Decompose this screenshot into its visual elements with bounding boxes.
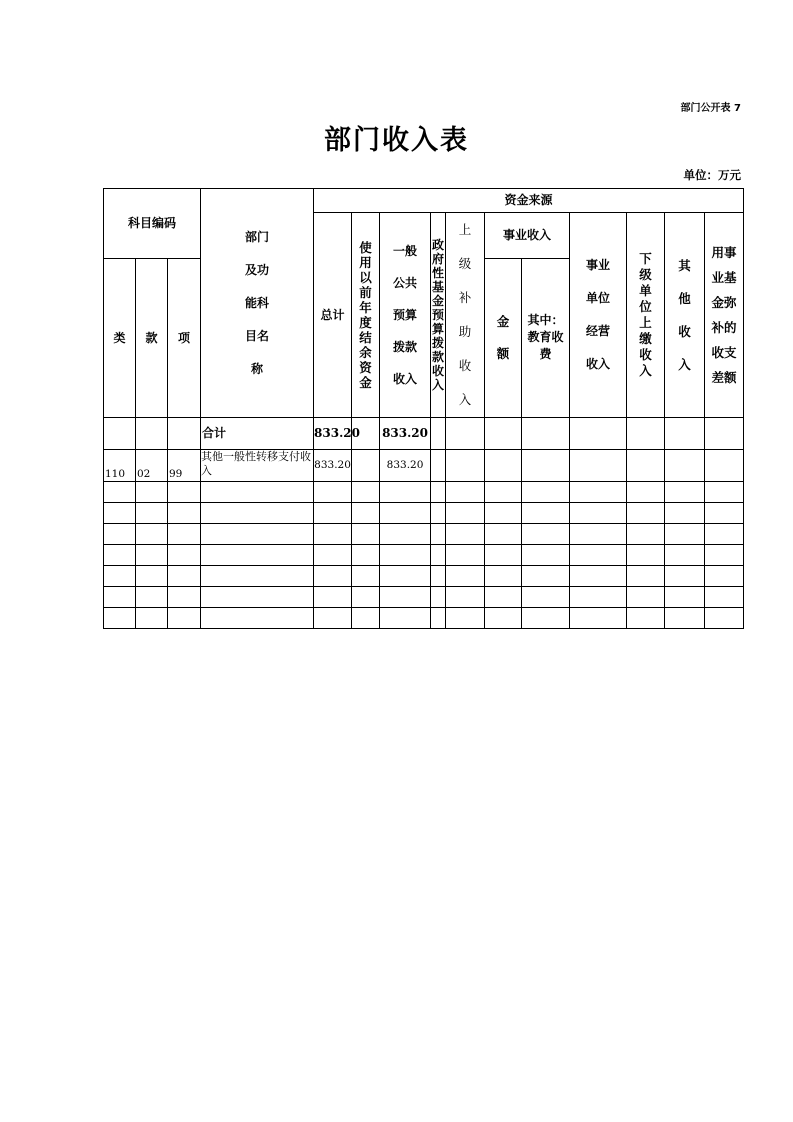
cell — [665, 566, 705, 587]
blank-row — [104, 608, 744, 629]
cell — [570, 587, 627, 608]
cell — [352, 608, 380, 629]
cell — [705, 503, 744, 524]
cell — [168, 545, 201, 566]
cell — [665, 545, 705, 566]
cell — [104, 482, 136, 503]
kuan-header: 款 — [136, 258, 168, 417]
cell — [627, 545, 665, 566]
cell — [665, 450, 705, 482]
cell — [136, 587, 168, 608]
cell — [136, 566, 168, 587]
cell — [570, 450, 627, 482]
cell — [314, 566, 352, 587]
cell — [705, 450, 744, 482]
cell — [380, 566, 431, 587]
cell — [522, 524, 570, 545]
cell — [485, 482, 522, 503]
dept-name-header — [201, 189, 314, 418]
cell — [627, 503, 665, 524]
cell — [627, 524, 665, 545]
blank-row — [104, 545, 744, 566]
cell — [570, 608, 627, 629]
cell — [570, 524, 627, 545]
cell — [104, 566, 136, 587]
cell — [446, 587, 485, 608]
cell — [431, 587, 446, 608]
cell — [380, 545, 431, 566]
cell — [104, 503, 136, 524]
xiang-header: 项 — [168, 258, 201, 417]
cell — [570, 566, 627, 587]
funding-source-header: 资金来源 — [314, 189, 744, 213]
total-row-general-budget: 833.20 — [380, 418, 431, 450]
blank-row — [104, 503, 744, 524]
reserve-fund-header — [705, 213, 744, 418]
reserve-fund-text: 用事业基金弥补的收支差额 — [711, 245, 737, 385]
cell — [705, 482, 744, 503]
blank-row — [104, 524, 744, 545]
cell — [380, 587, 431, 608]
cell — [522, 482, 570, 503]
cell — [485, 566, 522, 587]
cell — [485, 418, 522, 450]
cell — [380, 608, 431, 629]
cell — [201, 524, 314, 545]
cell — [168, 524, 201, 545]
cell — [665, 587, 705, 608]
cell — [136, 503, 168, 524]
cell — [665, 418, 705, 450]
cell — [201, 503, 314, 524]
lei-header: 类 — [104, 258, 136, 417]
cell — [431, 450, 446, 482]
row-name: 其他一般性转移支付收入 — [201, 450, 314, 482]
cell — [431, 482, 446, 503]
cell — [352, 587, 380, 608]
cell — [522, 566, 570, 587]
cell — [352, 524, 380, 545]
cell — [314, 503, 352, 524]
business-operating-text: 事业单位经营收入 — [586, 258, 611, 371]
cell — [485, 545, 522, 566]
superior-subsidy-header — [446, 213, 485, 418]
cell — [627, 482, 665, 503]
cell — [136, 545, 168, 566]
cell — [705, 608, 744, 629]
cell — [627, 587, 665, 608]
cell — [627, 566, 665, 587]
cell — [136, 524, 168, 545]
cell — [201, 566, 314, 587]
cell — [570, 545, 627, 566]
row-lei: 110 — [104, 450, 136, 482]
amount-text: 金额 — [496, 313, 510, 361]
cell — [201, 608, 314, 629]
cell — [665, 608, 705, 629]
form-tag: 部门公开表 7 — [680, 103, 741, 114]
cell — [352, 450, 380, 482]
cell — [314, 587, 352, 608]
cell — [104, 545, 136, 566]
unit-label: 单位：万元 — [683, 168, 741, 182]
cell — [446, 545, 485, 566]
cell — [446, 524, 485, 545]
education-fee-text: 其中：教育收费 — [527, 313, 564, 362]
row-general-budget: 833.20 — [380, 450, 431, 482]
prior-year-funds-text: 使用以前年度结余资金 — [359, 239, 372, 390]
cell — [431, 608, 446, 629]
cell — [314, 482, 352, 503]
row-kuan: 02 — [136, 450, 168, 482]
superior-subsidy-text: 上级补助收入 — [458, 222, 472, 407]
cell — [485, 450, 522, 482]
total-row-name: 合计 — [201, 418, 314, 450]
cell — [627, 450, 665, 482]
cell — [705, 566, 744, 587]
cell — [485, 608, 522, 629]
cell — [168, 503, 201, 524]
business-income-header: 事业收入 — [485, 213, 570, 259]
income-table — [103, 188, 744, 629]
cell — [705, 524, 744, 545]
cell — [522, 503, 570, 524]
cell — [431, 566, 446, 587]
cell — [314, 608, 352, 629]
cell — [446, 503, 485, 524]
cell — [104, 587, 136, 608]
prior-year-funds-header — [352, 213, 380, 418]
blank-row — [104, 482, 744, 503]
cell — [104, 608, 136, 629]
cell — [314, 524, 352, 545]
cell — [168, 482, 201, 503]
cell — [627, 418, 665, 450]
cell — [201, 482, 314, 503]
cell — [168, 418, 201, 450]
cell — [431, 545, 446, 566]
cell — [201, 545, 314, 566]
gov-fund-budget-header — [431, 213, 446, 418]
subject-code-header: 科目编码 — [104, 189, 201, 259]
cell — [522, 418, 570, 450]
cell — [570, 418, 627, 450]
gov-fund-budget-text: 政府性基金预算拨款收入 — [432, 237, 445, 392]
cell — [431, 524, 446, 545]
cell — [446, 450, 485, 482]
blank-row — [104, 566, 744, 587]
cell — [446, 566, 485, 587]
cell — [705, 418, 744, 450]
cell — [380, 482, 431, 503]
cell — [485, 524, 522, 545]
cell — [705, 587, 744, 608]
cell — [201, 587, 314, 608]
business-operating-header — [570, 213, 627, 418]
subordinate-turnover-text: 下级单位上缴收入 — [639, 251, 652, 378]
cell — [314, 545, 352, 566]
cell — [352, 482, 380, 503]
cell — [136, 418, 168, 450]
cell — [431, 503, 446, 524]
cell — [522, 608, 570, 629]
cell — [352, 503, 380, 524]
cell — [104, 524, 136, 545]
cell — [485, 587, 522, 608]
row-xiang: 99 — [168, 450, 201, 482]
cell — [168, 608, 201, 629]
cell — [446, 482, 485, 503]
cell — [485, 503, 522, 524]
cell — [665, 503, 705, 524]
cell — [104, 418, 136, 450]
other-income-text: 其他收入 — [678, 258, 691, 372]
cell — [446, 418, 485, 450]
general-budget-header — [380, 213, 431, 418]
row-total: 833.20 — [314, 450, 352, 482]
cell — [446, 608, 485, 629]
subordinate-turnover-header — [627, 213, 665, 418]
cell — [522, 450, 570, 482]
cell — [168, 587, 201, 608]
cell — [168, 566, 201, 587]
total-row — [104, 418, 744, 450]
total-header: 总计 — [314, 213, 352, 418]
amount-header — [485, 258, 522, 417]
cell — [522, 545, 570, 566]
general-budget-text: 一般公共预算拨款收入 — [393, 244, 418, 386]
other-income-header — [665, 213, 705, 418]
dept-name-text: 部门及功能科目名称 — [245, 229, 270, 376]
cell — [352, 545, 380, 566]
cell — [570, 482, 627, 503]
education-fee-header — [522, 258, 570, 417]
total-row-total: 833.20 — [314, 418, 352, 450]
cell — [705, 545, 744, 566]
page-title: 部门收入表 — [324, 125, 469, 156]
cell — [665, 482, 705, 503]
cell — [570, 503, 627, 524]
cell — [522, 587, 570, 608]
cell — [352, 566, 380, 587]
cell — [380, 524, 431, 545]
cell — [136, 608, 168, 629]
cell — [627, 608, 665, 629]
cell — [380, 503, 431, 524]
cell — [665, 524, 705, 545]
table-row — [104, 450, 744, 482]
cell — [431, 418, 446, 450]
blank-row — [104, 587, 744, 608]
cell — [136, 482, 168, 503]
